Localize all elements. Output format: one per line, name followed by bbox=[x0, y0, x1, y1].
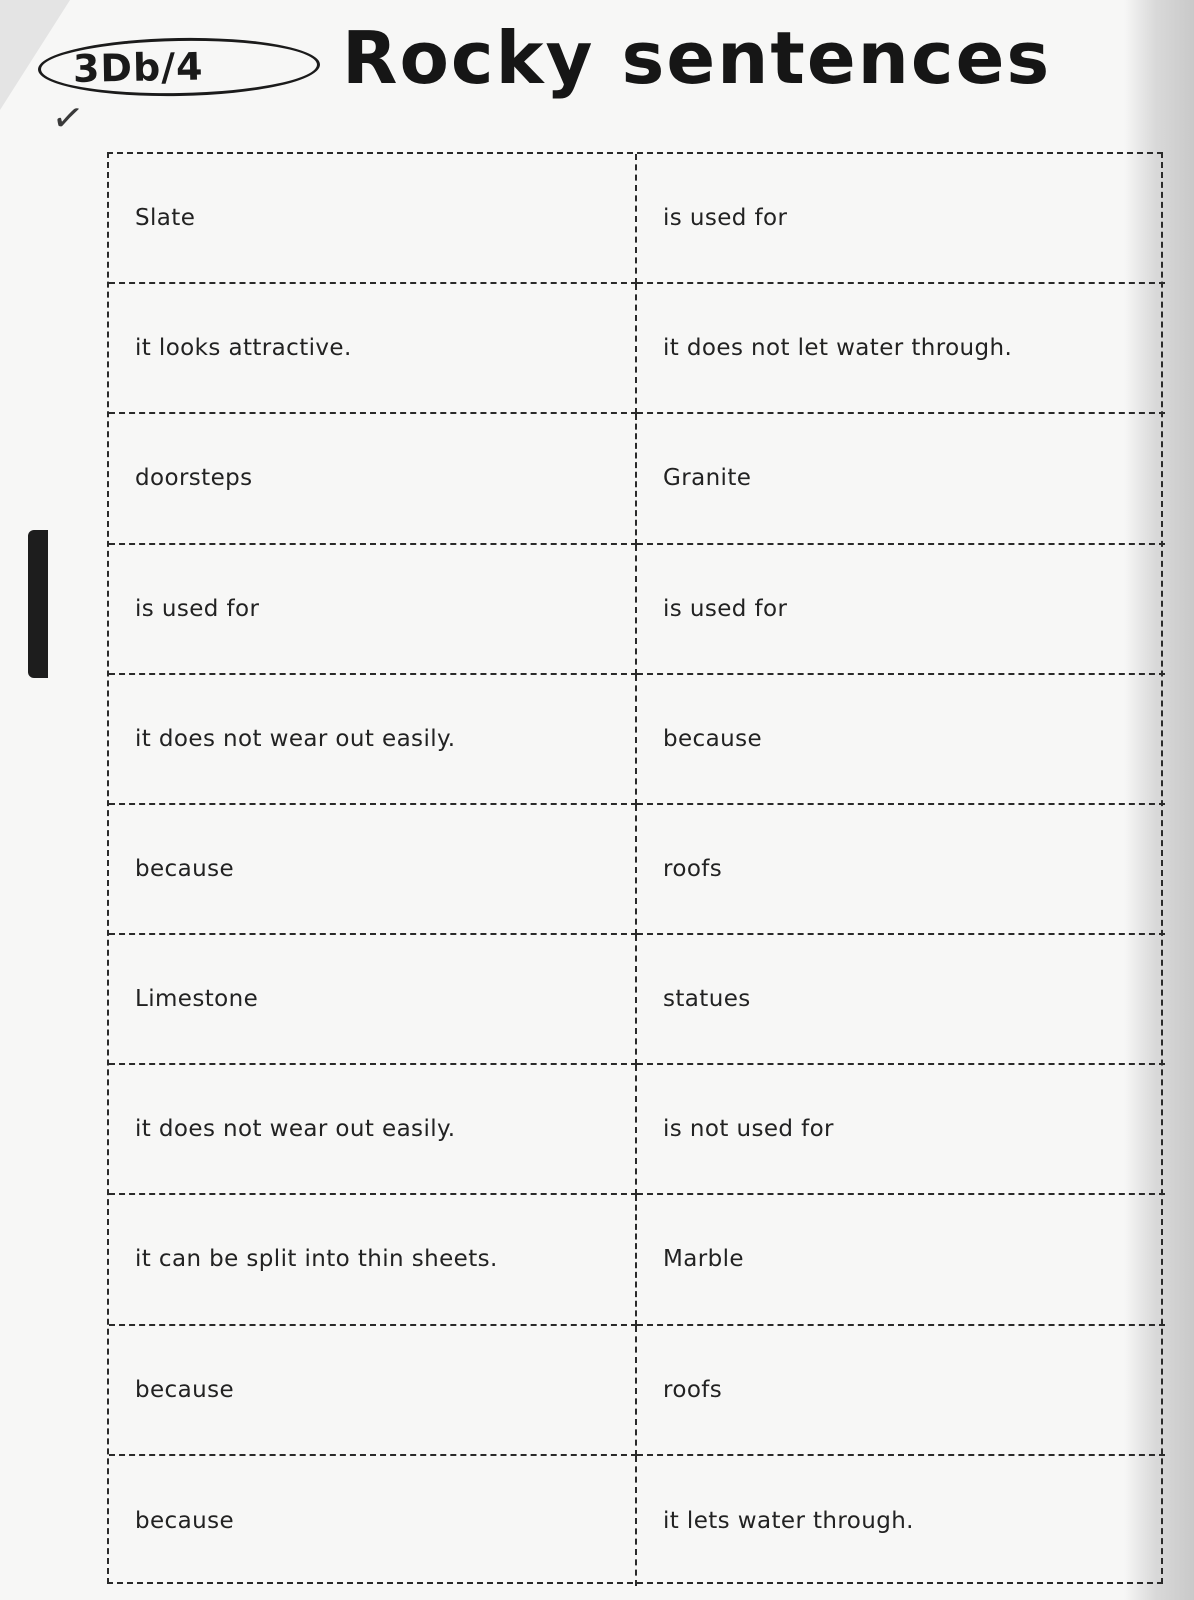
check-mark-icon: ✓ bbox=[49, 93, 87, 143]
card-r1-right[interactable]: is used for bbox=[637, 154, 1165, 284]
card-r8-right[interactable]: is not used for bbox=[637, 1065, 1165, 1195]
worksheet-code-badge bbox=[38, 36, 321, 99]
worksheet-code: 3Db/4 bbox=[72, 44, 204, 91]
card-r9-left[interactable]: it can be split into thin sheets. bbox=[109, 1195, 637, 1325]
card-r4-right[interactable]: is used for bbox=[637, 545, 1165, 675]
sentence-card-grid bbox=[107, 152, 1163, 1584]
page-tab-marker bbox=[28, 530, 48, 678]
card-r9-right[interactable]: Marble bbox=[637, 1195, 1165, 1325]
card-r10-left[interactable]: because bbox=[109, 1326, 637, 1456]
card-r6-left[interactable]: because bbox=[109, 805, 637, 935]
card-r8-left[interactable]: it does not wear out easily. bbox=[109, 1065, 637, 1195]
card-r5-right[interactable]: because bbox=[637, 675, 1165, 805]
card-r3-left[interactable]: doorsteps bbox=[109, 414, 637, 544]
worksheet-title: Rocky sentences bbox=[342, 16, 1052, 100]
card-r6-right[interactable]: roofs bbox=[637, 805, 1165, 935]
worksheet-header bbox=[0, 0, 1194, 143]
card-r1-left[interactable]: Slate bbox=[109, 154, 637, 284]
card-r2-left[interactable]: it looks attractive. bbox=[109, 284, 637, 414]
card-r7-left[interactable]: Limestone bbox=[109, 935, 637, 1065]
card-r7-right[interactable]: statues bbox=[637, 935, 1165, 1065]
card-r11-right[interactable]: it lets water through. bbox=[663, 1507, 914, 1534]
card-r10-right[interactable]: roofs bbox=[637, 1326, 1165, 1456]
card-r3-right[interactable]: Granite bbox=[637, 414, 1165, 544]
card-r4-left[interactable]: is used for bbox=[109, 545, 637, 675]
card-r2-right[interactable]: it does not let water through. bbox=[637, 284, 1165, 414]
card-r11-left[interactable]: because bbox=[109, 1456, 637, 1586]
card-r5-left[interactable]: it does not wear out easily. bbox=[109, 675, 637, 805]
